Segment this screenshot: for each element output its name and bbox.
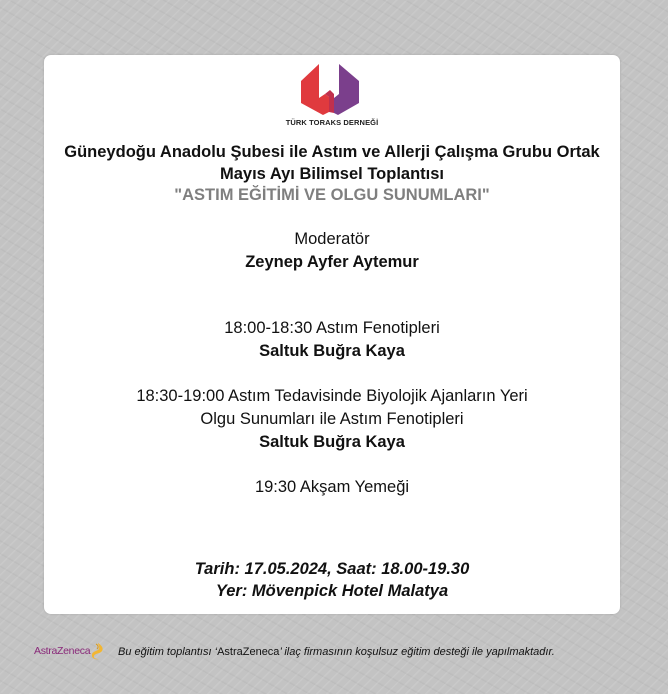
meeting-title-line1: Güneydoğu Anadolu Şubesi ile Astım ve Allerji Çalışma Grubu Ortak — [64, 143, 600, 161]
session-2-title-line1: 18:30-19:00 Astım Tedavisinde Biyolojik Ajanların Yeri — [136, 387, 528, 405]
moderator-label: Moderatör — [294, 230, 370, 248]
event-location: Yer: Mövenpick Hotel Malatya — [215, 582, 449, 600]
sponsor-logo-text: AstraZeneca — [34, 645, 91, 657]
moderator-name: Zeynep Ayfer Aytemur — [245, 253, 419, 271]
organization-name: TÜRK TORAKS DERNEĞİ — [285, 118, 379, 127]
session-2-speaker: Saltuk Buğra Kaya — [259, 433, 405, 451]
astrazeneca-swirl-icon — [91, 642, 105, 660]
turk-toraks-logo — [277, 64, 387, 127]
footer — [0, 642, 668, 662]
session-2-title-line2: Olgu Sunumları ile Astım Fenotipleri — [200, 410, 464, 428]
meeting-subtitle: "ASTIM EĞİTİMİ VE OLGU SUNUMLARI" — [174, 186, 490, 204]
astrazeneca-logo — [34, 642, 105, 660]
sponsor-disclaimer — [118, 646, 555, 658]
session-1-title: 18:00-18:30 Astım Fenotipleri — [224, 319, 440, 337]
event-date-time: Tarih: 17.05.2024, Saat: 18.00-19.30 — [194, 560, 470, 578]
disclaimer-text-end: ’ ilaç firmasının koşulsuz eğitim desteği ile yapılmaktadır. — [279, 646, 555, 658]
disclaimer-text-start: Bu eğitim toplantısı ‘ — [118, 646, 218, 658]
disclaimer-brand: AstraZeneca — [217, 646, 280, 658]
event-card — [44, 55, 620, 614]
meeting-title-line2: Mayıs Ayı Bilimsel Toplantısı — [219, 165, 445, 183]
dinner-item: 19:30 Akşam Yemeği — [254, 478, 410, 496]
session-1-speaker: Saltuk Buğra Kaya — [259, 342, 405, 360]
lungs-logo-icon — [301, 64, 363, 116]
